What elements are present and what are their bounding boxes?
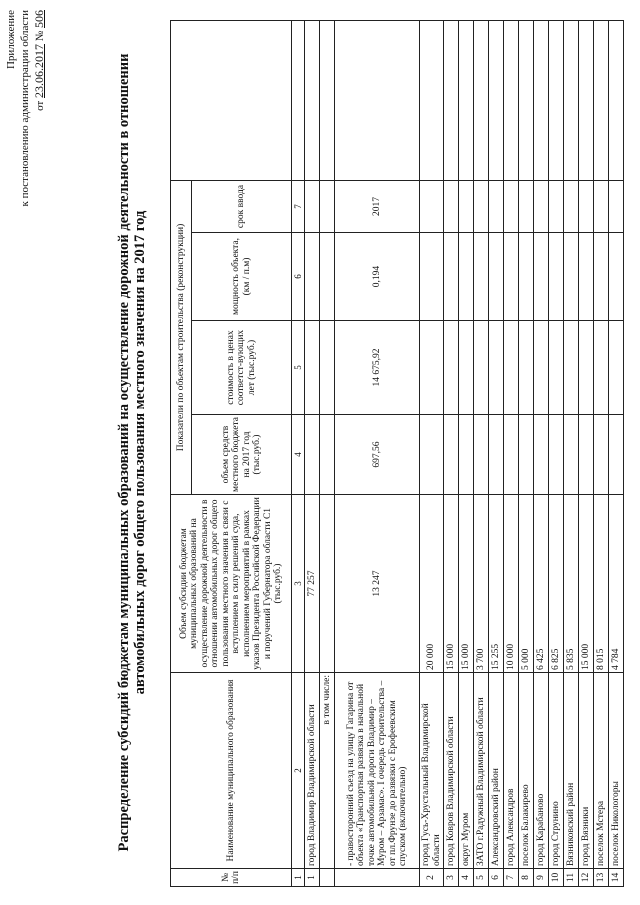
empty-cell [504, 233, 519, 321]
empty-cell [489, 415, 504, 495]
table-row [534, 20, 549, 886]
column-number: 4 [292, 415, 305, 495]
empty-cell [320, 321, 335, 415]
empty-cell [549, 233, 564, 321]
column-number: 3 [292, 495, 305, 673]
empty-cell [534, 20, 549, 180]
empty-cell [519, 180, 534, 232]
empty-cell [474, 180, 489, 232]
empty-cell [609, 321, 624, 415]
empty-cell [504, 20, 519, 180]
table-row [579, 20, 594, 886]
empty-cell [305, 180, 320, 232]
empty-cell [504, 415, 519, 495]
table-row [474, 20, 489, 886]
empty-cell [534, 321, 549, 415]
empty-cell [474, 321, 489, 415]
subsidy-value: 4 784 [609, 495, 624, 673]
construction-object-name: - правосторонний съезд на улицу Гагарина от объекта «Транспортная развязка в начальной точке автомобильной дороги Владимир – Муром – Арзамас». I очередь строительства – от пл.Фрунзе до развязки с Ерофеевским спуском (включительно) [335, 673, 420, 869]
row-number: 2 [420, 869, 444, 887]
empty-cell [459, 20, 474, 180]
subsidy-value: 15 000 [579, 495, 594, 673]
empty-cell [320, 20, 335, 180]
table-row [305, 20, 320, 886]
subsidy-value: 15 000 [459, 495, 474, 673]
column-number: 2 [292, 673, 305, 869]
empty-cell [534, 233, 549, 321]
column-number: 5 [292, 321, 305, 415]
title-line-2: автомобильных дорог общего пользования местного значения на 2017 год [132, 210, 148, 695]
empty-cell [594, 415, 609, 495]
municipality-name: город Гусь-Хрустальный Владимирской области [420, 673, 444, 869]
empty-cell [444, 20, 459, 180]
appendix-date-line [32, 10, 47, 207]
row-number: 1 [305, 869, 320, 887]
appendix-date-prefix: от [34, 100, 46, 111]
empty-cell [474, 415, 489, 495]
empty-cell [489, 180, 504, 232]
row-number: 7 [504, 869, 519, 887]
empty-cell [594, 180, 609, 232]
table-row [489, 20, 504, 886]
construction-object-subsidy: 13 247 [335, 495, 420, 673]
including-label: в том числе: [320, 673, 335, 869]
subsidy-value: 6 825 [549, 495, 564, 673]
appendix-decree-reference: к постановлению администрации области [19, 10, 31, 207]
table-row [519, 20, 534, 886]
municipality-name: Вязниковский район [564, 673, 579, 869]
municipality-name: город Владимир Владимирской области [305, 673, 320, 869]
row-number: 11 [564, 869, 579, 887]
subsidy-value: 3 700 [474, 495, 489, 673]
municipality-name: город Вязники [579, 673, 594, 869]
header-capacity: мощность объекта, (км / п.м) [192, 233, 292, 321]
empty-cell [459, 180, 474, 232]
column-number: 1 [292, 869, 305, 887]
appendix-number-sign: № [34, 30, 46, 42]
row-number: 14 [609, 869, 624, 887]
column-numbers-row [292, 20, 305, 886]
empty-cell [305, 233, 320, 321]
empty-cell [519, 233, 534, 321]
municipality-name: город Александров [504, 673, 519, 869]
subsidy-table [170, 20, 624, 887]
table-row [594, 20, 609, 886]
empty-cell [335, 869, 420, 887]
subsidy-value: 6 425 [534, 495, 549, 673]
header-municipality: Наименование муниципального образования [171, 673, 292, 869]
empty-cell [564, 321, 579, 415]
construction-object-commissioning: 2017 [335, 180, 420, 232]
construction-object-capacity: 0,194 [335, 233, 420, 321]
empty-cell [564, 415, 579, 495]
subsidy-value: 20 000 [420, 495, 444, 673]
row-number: 5 [474, 869, 489, 887]
empty-cell [534, 180, 549, 232]
empty-cell [444, 180, 459, 232]
empty-cell [609, 20, 624, 180]
table-row [504, 20, 519, 886]
construction-object-local-budget: 697,56 [335, 415, 420, 495]
empty-cell [609, 180, 624, 232]
including-row [320, 20, 335, 886]
row-number: 6 [489, 869, 504, 887]
header-cost: стоимость в ценах соответст-вующих лет (тыс.руб.) [192, 321, 292, 415]
empty-cell [320, 415, 335, 495]
empty-cell [459, 321, 474, 415]
empty-cell [534, 415, 549, 495]
document-title [116, 20, 148, 885]
appendix-date: 23.06.2017 [32, 44, 46, 98]
empty-cell [504, 321, 519, 415]
appendix-label: Приложение [5, 10, 17, 70]
empty-cell [459, 233, 474, 321]
empty-cell [594, 20, 609, 180]
municipality-name: поселок Никологоры [609, 673, 624, 869]
appendix-header [4, 10, 47, 207]
empty-cell [320, 869, 335, 887]
header-local-budget: объем средств местного бюджета на 2017 год (тыс.руб.) [192, 415, 292, 495]
empty-cell [564, 180, 579, 232]
municipality-name: поселок Мстера [594, 673, 609, 869]
empty-cell [579, 415, 594, 495]
empty-cell [420, 20, 444, 180]
empty-cell [474, 20, 489, 180]
empty-cell [504, 180, 519, 232]
empty-cell [519, 321, 534, 415]
empty-cell [474, 233, 489, 321]
header-commissioning: срок ввода [192, 180, 292, 232]
empty-cell [444, 233, 459, 321]
municipality-name: округ Муром [459, 673, 474, 869]
row-number: 8 [519, 869, 534, 887]
appendix-number: 506 [32, 10, 46, 28]
empty-cell [420, 233, 444, 321]
row-number: 12 [579, 869, 594, 887]
empty-cell [489, 233, 504, 321]
row-number: 9 [534, 869, 549, 887]
header-extra-column [171, 20, 292, 180]
header-subsidy-amount: Объем субсидии бюджетам муниципальных образований на осуществление дорожной деятельности в отношении автомобильных дорог общего пользования местного значения в связи с вступлением в силу решений суда, исполнением мероприятий в рамках указов Президента Российской Федерации и поручений Губернатора области С1 (тыс.руб.) [171, 495, 292, 673]
subsidy-value: 15 255 [489, 495, 504, 673]
empty-cell [292, 20, 305, 180]
empty-cell [564, 20, 579, 180]
subsidy-value: 15 000 [444, 495, 459, 673]
table-row [444, 20, 459, 886]
header-construction-group: Показатели по объектам строительства (реконструкции) [171, 180, 192, 494]
municipality-name: ЗАТО г.Радужный Владимирской области [474, 673, 489, 869]
row-number: 3 [444, 869, 459, 887]
empty-cell [579, 20, 594, 180]
empty-cell [459, 415, 474, 495]
construction-object-row [335, 20, 420, 886]
table-row [549, 20, 564, 886]
municipality-name: поселок Балакирево [519, 673, 534, 869]
row-number: 10 [549, 869, 564, 887]
municipality-name: город Карабаново [534, 673, 549, 869]
empty-cell [579, 180, 594, 232]
empty-cell [320, 495, 335, 673]
empty-cell [420, 180, 444, 232]
subsidy-value: 5 000 [519, 495, 534, 673]
empty-cell [305, 415, 320, 495]
empty-cell [594, 321, 609, 415]
empty-cell [320, 180, 335, 232]
empty-cell [444, 415, 459, 495]
empty-cell [305, 321, 320, 415]
empty-cell [335, 20, 420, 180]
table-row [420, 20, 444, 886]
table-row [459, 20, 474, 886]
empty-cell [549, 415, 564, 495]
row-number: 13 [594, 869, 609, 887]
header-number: № п/п [171, 869, 292, 887]
empty-cell [320, 233, 335, 321]
empty-cell [489, 321, 504, 415]
empty-cell [609, 233, 624, 321]
subsidy-value: 77 257 [305, 495, 320, 673]
subsidy-value: 5 835 [564, 495, 579, 673]
title-line-1: Распределение субсидий бюджетам муниципальных образований на осуществление дорожной деятельности в отношении [116, 53, 132, 852]
municipality-name: Александровский район [489, 673, 504, 869]
empty-cell [564, 233, 579, 321]
empty-cell [549, 180, 564, 232]
empty-cell [305, 20, 320, 180]
empty-cell [420, 321, 444, 415]
municipality-name: город Струнино [549, 673, 564, 869]
empty-cell [549, 321, 564, 415]
construction-object-cost: 14 675,92 [335, 321, 420, 415]
empty-cell [444, 321, 459, 415]
empty-cell [489, 20, 504, 180]
empty-cell [579, 233, 594, 321]
empty-cell [519, 415, 534, 495]
empty-cell [549, 20, 564, 180]
municipality-name: город Ковров Владимирской области [444, 673, 459, 869]
table-row [564, 20, 579, 886]
table-row [609, 20, 624, 886]
empty-cell [609, 415, 624, 495]
subsidy-value: 10 000 [504, 495, 519, 673]
subsidy-value: 8 015 [594, 495, 609, 673]
column-number: 6 [292, 233, 305, 321]
empty-cell [579, 321, 594, 415]
empty-cell [594, 233, 609, 321]
empty-cell [519, 20, 534, 180]
row-number: 4 [459, 869, 474, 887]
column-number: 7 [292, 180, 305, 232]
municipality-rows [420, 20, 624, 886]
empty-cell [420, 415, 444, 495]
